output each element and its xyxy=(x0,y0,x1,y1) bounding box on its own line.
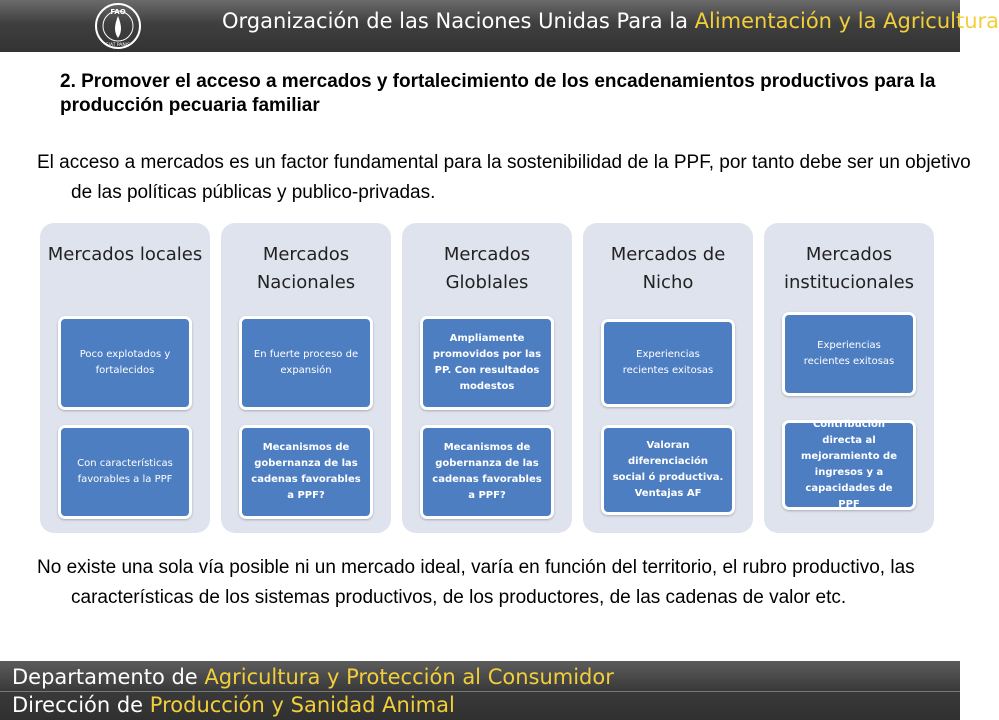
logo-motto: FIAT PANIS xyxy=(106,43,130,48)
column-box: Experiencias recientes exitosas xyxy=(601,319,735,407)
column-title: Mercados Nacionales xyxy=(256,244,356,293)
column-mercados-globlales xyxy=(402,223,572,533)
column-box: Mecanismos de gobernanza de las cadenas favorables a PPF? xyxy=(239,425,373,519)
column-title: Mercados Globlales xyxy=(443,244,531,293)
column-box: Poco explotados y fortalecidos xyxy=(58,316,192,410)
column-mercados-institucionales xyxy=(764,223,934,533)
header-bar xyxy=(0,0,999,52)
organization-title-highlight: Alimentación y la Agricultura xyxy=(694,9,999,33)
footer-direction-highlight: Producción y Sanidad Animal xyxy=(149,693,455,717)
footer-divider xyxy=(0,691,960,692)
column-title: Mercados institucionales xyxy=(783,244,915,293)
footer-department-highlight: Agricultura y Protección al Consumidor xyxy=(204,665,614,689)
column-title: Mercados de Nicho xyxy=(610,244,726,293)
column-box: Experiencias recientes exitosas xyxy=(782,312,916,396)
column-box: Contribución directa al mejoramiento de ingresos y a capacidades de PPF xyxy=(782,420,916,510)
logo-text: FAO xyxy=(110,8,126,16)
column-box: En fuerte proceso de expansión xyxy=(239,316,373,410)
organization-title-plain: Organización de las Naciones Unidas Para la xyxy=(222,9,695,33)
slide-title: 2. Promover el acceso a mercados y fortalecimiento de los encadenamientos productivos para la producción pecuaria familiar xyxy=(60,71,936,116)
column-box: Mecanismos de gobernanza de las cadenas favorables a PPF? xyxy=(420,425,554,519)
column-box: Ampliamente promovidos por las PP. Con resultados modestos xyxy=(420,316,554,410)
fao-logo xyxy=(94,2,142,50)
footer-department-plain: Departamento de xyxy=(12,665,205,689)
markets-diagram xyxy=(40,223,935,533)
column-mercados-locales xyxy=(40,223,210,533)
column-box: Valoran diferenciación social ó productiva. Ventajas AF xyxy=(601,425,735,515)
footer-bar xyxy=(0,661,960,720)
conclusion-paragraph: No existe una sola vía posible ni un mercado ideal, varía en función del territorio, el rubro productivo, las características de los sistemas productivos, de los productores, de las cadenas de valor etc. xyxy=(37,557,915,608)
column-mercados-nacionales xyxy=(221,223,391,533)
column-title: Mercados locales xyxy=(47,244,203,265)
footer-direction-plain: Dirección de xyxy=(12,693,150,717)
organization-title xyxy=(222,9,999,33)
column-mercados-nicho xyxy=(583,223,753,533)
footer-direction xyxy=(12,693,455,717)
footer-department xyxy=(12,665,614,689)
column-box: Con características favorables a la PPF xyxy=(58,425,192,519)
intro-paragraph: El acceso a mercados es un factor fundamental para la sostenibilidad de la PPF, por tanto debe ser un objetivo de las políticas públicas y publico-privadas. xyxy=(37,152,971,203)
